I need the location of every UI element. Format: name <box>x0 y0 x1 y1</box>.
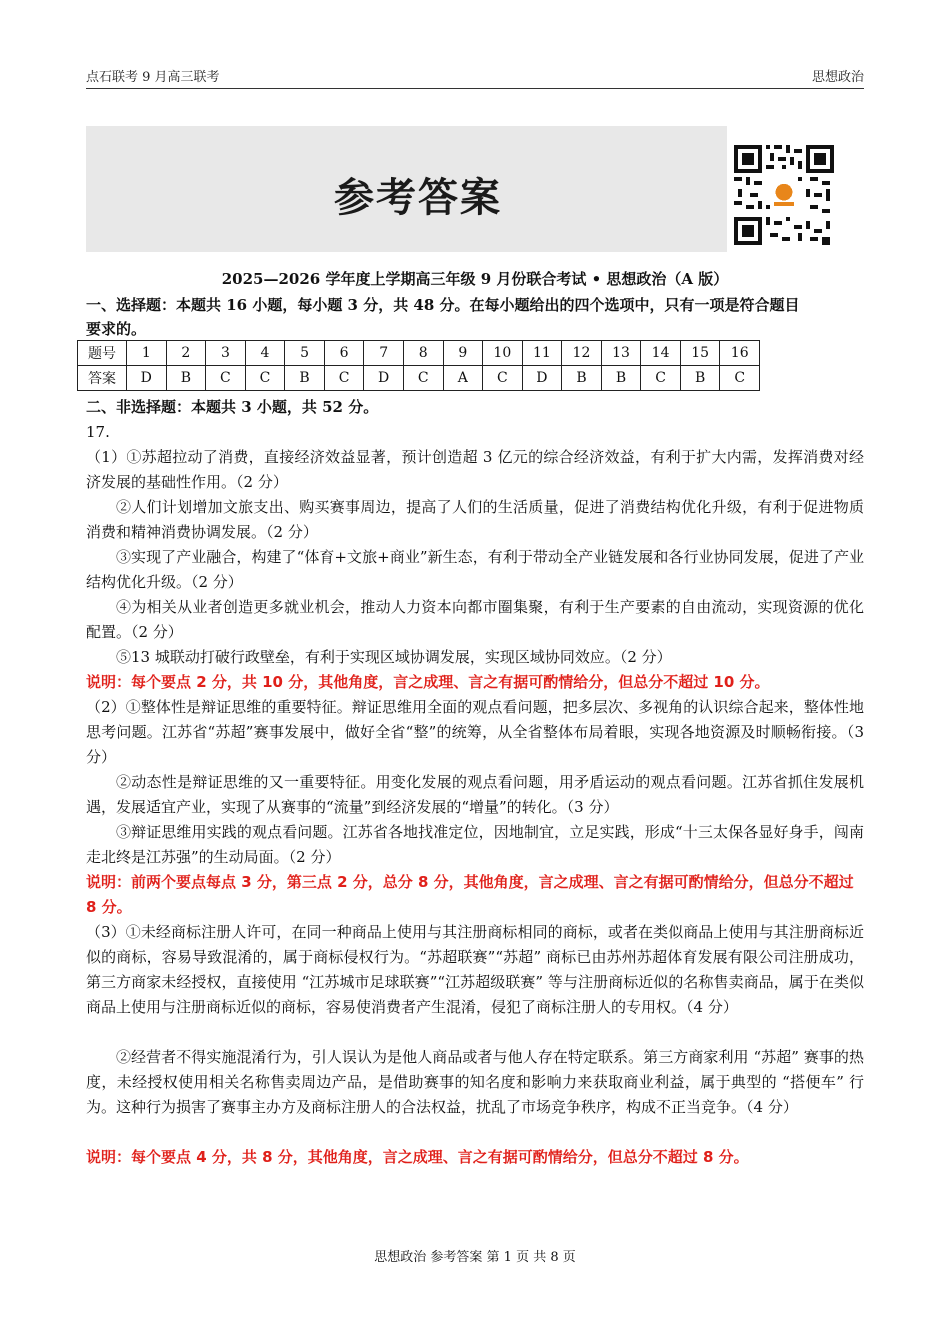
answer-cell: C <box>483 366 523 391</box>
answer-17-1-point-2: ②人们计划增加文旅支出、购买赛事周边，提高了人们的生活质量，促进了消费结构优化升级，有利于促进物质消费和精神消费协调发展。（2 分） <box>86 498 864 541</box>
scoring-note-1: 说明：每个要点 2 分，共 10 分，其他角度，言之成理、言之有据可酌情给分，但总分不超过 10 分。 <box>86 673 770 691</box>
answer-17-2-point-2: ②动态性是辩证思维的又一重要特征。用变化发展的观点看问题，用矛盾运动的观点看问题。江苏省抓住发展机遇，发展适宜产业，实现了从赛事的“流量”到经济发展的“增量”的转化。（3 分） <box>86 773 864 816</box>
table-row-label: 题号 <box>78 341 127 366</box>
scoring-note-2: 说明：前两个要点每点 3 分，第三点 2 分，总分 8 分，其他角度，言之成理、言之有据可酌情给分，但总分不超过 8 分。 <box>86 873 854 916</box>
page-footer: 思想政治 参考答案 第 1 页 共 8 页 <box>374 1250 576 1265</box>
question-number: 14 <box>641 341 681 366</box>
answer-17-1-point-5: ⑤13 城联动打破行政壁垒，有利于实现区域协调发展，实现区域协同效应。（2 分） <box>116 648 672 666</box>
answer-17-1-point-4: ④为相关从业者创造更多就业机会，推动人力资本向都市圈集聚，有利于生产要素的自由流动，实现资源的优化配置。（2 分） <box>86 598 864 641</box>
answer-cell: D <box>522 366 562 391</box>
question-number: 8 <box>403 341 443 366</box>
answer-table <box>77 340 760 391</box>
page-header <box>86 66 864 89</box>
answer-17-1-point-1: （1）①苏超拉动了消费，直接经济效益显著，预计创造超 3 亿元的综合经济效益，有利于扩大内需，发挥消费对经济发展的基础性作用。（2 分） <box>86 448 864 491</box>
answer-cell: D <box>364 366 404 391</box>
section-one-heading <box>86 293 864 341</box>
question-17-label: 17. <box>86 423 110 441</box>
answer-cell: C <box>206 366 246 391</box>
answer-cell: B <box>680 366 720 391</box>
question-number: 9 <box>443 341 483 366</box>
answer-cell: C <box>641 366 681 391</box>
answer-17-2-point-1: （2）①整体性是辩证思维的重要特征。辩证思维用全面的观点看问题，把多层次、多视角的认识综合起来，整体性地思考问题。江苏省“苏超”赛事发展中，做好全省“整”的统筹，从全省整体布局着眼，实现各地资源及时顺畅衔接。（3 分） <box>86 698 864 766</box>
qr-code-icon <box>734 145 834 245</box>
answer-cell: A <box>443 366 483 391</box>
question-number: 15 <box>680 341 720 366</box>
section-two-heading: 二、非选择题：本题共 3 小题，共 52 分。 <box>86 398 379 416</box>
banner-title: 参考答案 <box>334 174 502 221</box>
header-subject: 思想政治 <box>811 70 864 85</box>
question-number: 1 <box>127 341 167 366</box>
section-one-line1: 一、选择题：本题共 16 小题，每小题 3 分，共 48 分。在每小题给出的四个选项中，只有一项是符合题目 <box>86 296 800 314</box>
header-exam-name: 点石联考 9 月高三联考 <box>86 70 220 85</box>
table-row-label: 答案 <box>78 366 127 391</box>
answer-17-3-point-2: ②经营者不得实施混淆行为，引人误认为是他人商品或者与他人存在特定联系。第三方商家利用 “苏超” 赛事的热度，未经授权使用相关名称售卖周边产品，是借助赛事的知名度和影响力来获取商业利益，属于典型的 “搭便车” 行为。这种行为损害了赛事主办方及商标注册人的合法权益，扰乱了市场竞争秩序，构成不正当竞争。（4 分） <box>86 1048 864 1116</box>
answer-cell: C <box>403 366 443 391</box>
question-number: 2 <box>166 341 206 366</box>
answer-cell: B <box>166 366 206 391</box>
table-row-answers <box>78 366 760 391</box>
question-number: 11 <box>522 341 562 366</box>
answer-cell: B <box>285 366 325 391</box>
table-row-numbers <box>78 341 760 366</box>
answer-cell: C <box>245 366 285 391</box>
answer-cell: B <box>601 366 641 391</box>
question-number: 12 <box>562 341 602 366</box>
question-number: 3 <box>206 341 246 366</box>
answer-cell: B <box>562 366 602 391</box>
question-number: 13 <box>601 341 641 366</box>
answer-cell: C <box>324 366 364 391</box>
question-number: 5 <box>285 341 325 366</box>
question-number: 7 <box>364 341 404 366</box>
title-banner <box>86 126 727 252</box>
question-number: 16 <box>720 341 760 366</box>
scoring-note-3: 说明：每个要点 4 分，共 8 分，其他角度，言之成理、言之有据可酌情给分，但总分不超过 8 分。 <box>86 1148 749 1166</box>
answer-17-3-point-1: （3）①未经商标注册人许可，在同一种商品上使用与其注册商标相同的商标，或者在类似商品上使用与其注册商标近似的商标，容易导致混淆的，属于商标侵权行为。“苏超联赛”“苏超” 商标已由苏州苏超体育发展有限公司注册成功，第三方商家未经授权，直接使用 “江苏城市足球联赛”“江苏超级联赛” 等与注册商标近似的名称售卖商品，属于在类似商品上使用与注册商标近似的商标，容易使消费者产生混淆，侵犯了商标注册人的专用权。（4 分） <box>86 923 864 1016</box>
section-one-line2: 要求的。 <box>86 320 147 338</box>
question-number: 6 <box>324 341 364 366</box>
answer-cell: C <box>720 366 760 391</box>
answer-17-1-point-3: ③实现了产业融合，构建了“体育+文旅+商业”新生态，有利于带动全产业链发展和各行业协同发展，促进了产业结构优化升级。（2 分） <box>86 548 864 591</box>
question-number: 4 <box>245 341 285 366</box>
exam-title: 2025—2026 学年度上学期高三年级 9 月份联合考试 • 思想政治（A 版） <box>221 270 729 288</box>
answer-17-2-point-3: ③辩证思维用实践的观点看问题。江苏省各地找准定位，因地制宜，立足实践，形成“十三太保各显好身手，闯南走北终是江苏强”的生动局面。（2 分） <box>86 823 864 866</box>
question-number: 10 <box>483 341 523 366</box>
answer-cell: D <box>127 366 167 391</box>
